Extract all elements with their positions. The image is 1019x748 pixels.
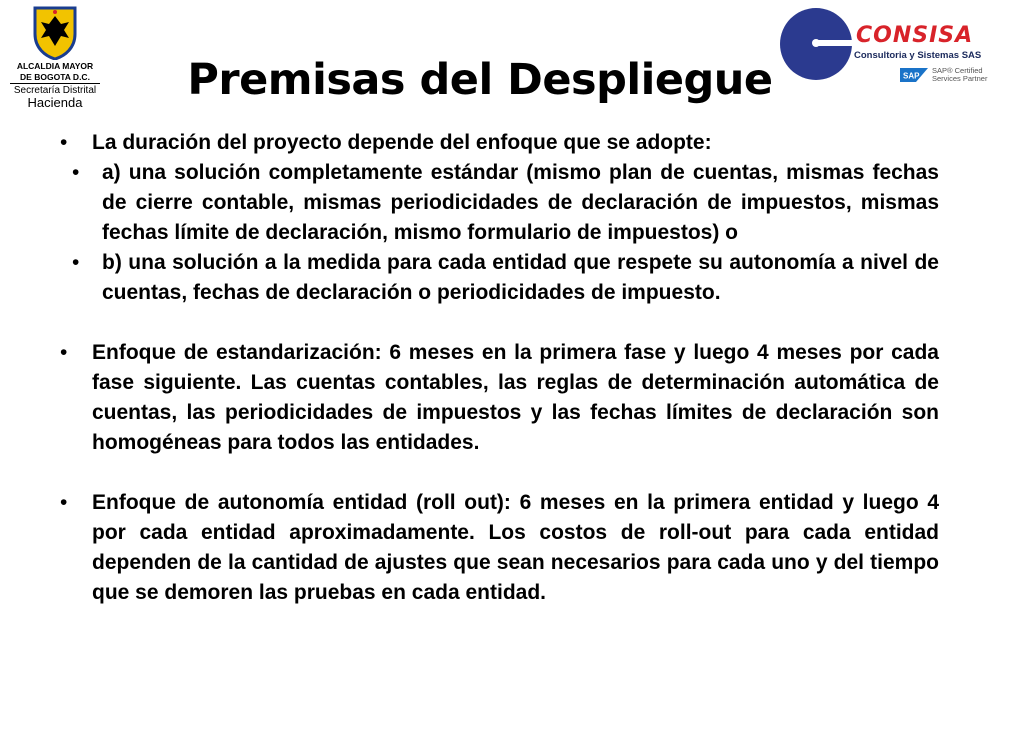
consisa-subtitle: Consultoria y Sistemas SAS: [854, 50, 982, 61]
sub-bullet-item: [52, 248, 939, 308]
bullet-text: Enfoque de estandarización: 6 meses en la primera fase y luego 4 meses por cada fase siguiente. Las cuentas contables, las reglas de determinación automática de cuentas, las periodicidades de impuestos y las fechas límites de declaración son homogéneas para todos las entidades.: [92, 341, 939, 454]
sap-certified-line: SAP® Certified: [932, 66, 983, 75]
logo-line-2: DE BOGOTA D.C.: [20, 72, 90, 82]
bullet-glyph: •: [72, 161, 80, 184]
sap-label: SAP: [903, 71, 920, 81]
page-title: Premisas del Despliegue: [187, 55, 773, 105]
logo-line-1: ALCALDIA MAYOR: [16, 61, 94, 71]
consisa-logo: [778, 6, 998, 86]
sap-partner-line: Services Partner: [932, 74, 988, 83]
bullet-item: [52, 488, 939, 608]
spacer: [52, 458, 939, 488]
consisa-name: CONSISA: [856, 23, 974, 48]
bullet-text: La duración del proyecto depende del enfoque que se adopte:: [92, 131, 712, 154]
sub-bullet-text: a) una solución completamente estándar (mismo plan de cuentas, mismas fechas de cierre contable, mismas periodicidades de declaración de impuestos, mismas fechas límite de declaración, mismo formulario de impuestos) o: [102, 161, 939, 244]
sap-logo-icon: [900, 68, 928, 82]
sub-bullet-text: b) una solución a la medida para cada entidad que respete su autonomía a nivel de cuentas, fechas de declaración o periodicidades de impuesto.: [102, 251, 939, 304]
logo-line-3: Secretaría Distrital: [13, 85, 97, 96]
bullet-item: [52, 128, 939, 158]
bullet-glyph: •: [72, 251, 80, 274]
consisa-circle-icon: [778, 6, 858, 86]
spacer: [52, 308, 939, 338]
bullet-glyph: •: [60, 341, 68, 364]
logo-line-4: Hacienda: [27, 95, 83, 110]
coat-of-arms-icon: [31, 4, 79, 60]
bullet-item: [52, 338, 939, 458]
bullet-text: Enfoque de autonomía entidad (roll out): 6 meses en la primera entidad y luego 4 por cada entidad aproximadamente. Los costos de roll-out para cada entidad dependen de la cantidad de ajustes que sean necesarios para cada uno y del tiempo que se demoren las pruebas en cada entidad.: [92, 491, 939, 604]
bullet-glyph: •: [60, 131, 68, 154]
slide-content: [52, 128, 939, 608]
bullet-glyph: •: [60, 491, 68, 514]
sap-certification: [932, 67, 987, 83]
sub-bullet-item: [52, 158, 939, 248]
